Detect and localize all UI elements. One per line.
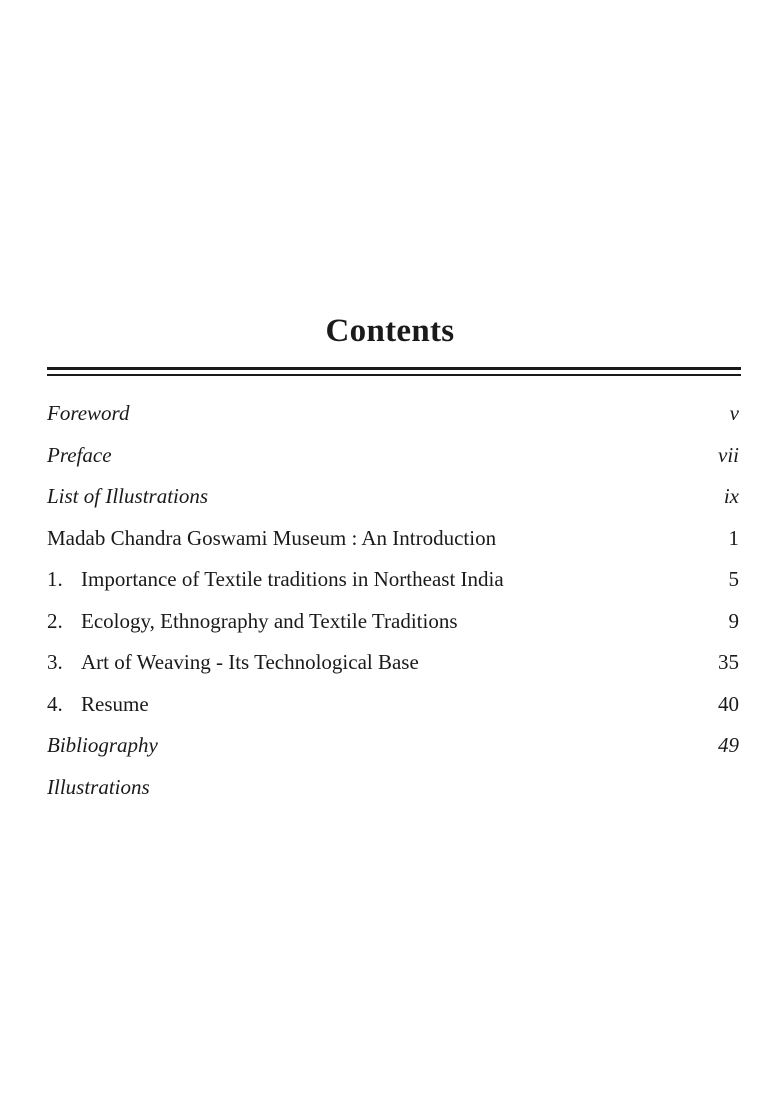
toc-entry-number: 4.	[47, 691, 63, 716]
toc-entry-title: Madab Chandra Goswami Museum : An Introduction	[47, 525, 497, 550]
toc-entry-page: ix	[723, 484, 739, 508]
title-rule-thin	[47, 374, 741, 376]
toc-entry-page: 1	[728, 525, 739, 550]
toc-entry-page: v	[729, 401, 739, 425]
toc-entry-bibliography	[47, 725, 741, 767]
toc-entry-number: 2.	[47, 608, 63, 633]
toc-entry-chapter-3	[47, 642, 741, 684]
toc-entry-title: Preface	[47, 442, 112, 467]
toc-entry-number: 3.	[47, 650, 63, 674]
toc-entry-title: Art of Weaving - Its Technological Base	[81, 650, 419, 674]
title-rule-thick	[47, 367, 741, 370]
toc-entry-list-of-illustrations	[47, 476, 741, 518]
toc-entry-page: 40	[718, 691, 739, 716]
toc-entry-page: vii	[718, 442, 739, 467]
toc-entry-title: List of Illustrations	[47, 484, 209, 508]
toc-entry-title: Importance of Textile traditions in Northeast India	[81, 567, 504, 591]
table-of-contents	[47, 393, 741, 808]
page-title: Contents	[325, 313, 455, 349]
toc-entry-title: Bibliography	[47, 733, 158, 757]
toc-entry-title: Resume	[81, 691, 149, 716]
toc-entry-page: 35	[718, 650, 739, 674]
toc-entry-illustrations	[47, 767, 741, 809]
toc-entry-museum-introduction	[47, 518, 741, 560]
toc-entry-foreword	[47, 393, 741, 435]
toc-entry-chapter-4	[47, 684, 741, 726]
toc-entry-page: 5	[728, 567, 739, 591]
toc-entry-chapter-2	[47, 601, 741, 643]
toc-entry-chapter-1	[47, 559, 741, 601]
toc-entry-title: Illustrations	[47, 774, 150, 799]
toc-entry-page: 49	[718, 733, 739, 757]
toc-entry-page: 9	[728, 608, 739, 633]
toc-entry-number: 1.	[47, 567, 63, 591]
toc-entry-preface	[47, 435, 741, 477]
toc-entry-title: Ecology, Ethnography and Textile Traditions	[81, 608, 458, 633]
toc-entry-title: Foreword	[47, 401, 130, 425]
